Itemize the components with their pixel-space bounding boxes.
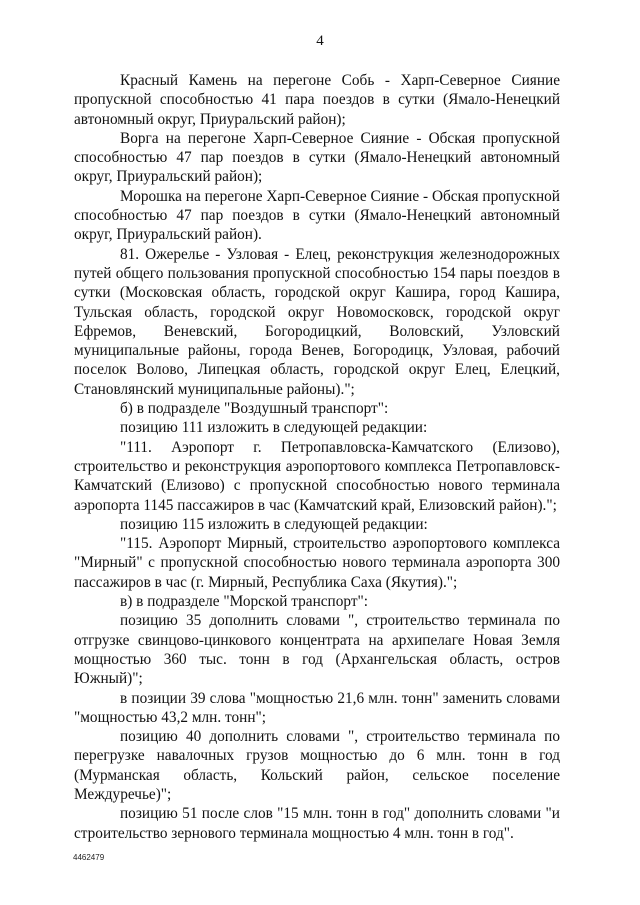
paragraph: позицию 40 дополнить словами ", строительство терминала по перегрузке навалочных грузов мощностью до 6 млн. тонн в год (Мурманская область, Кольский район, сельское поселение Междуречье)"; [74,728,560,803]
paragraph: в) в подразделе "Морской транспорт": [120,593,368,611]
paragraph: позицию 51 после слов "15 млн. тонн в год" дополнить словами "и строительство зернового терминала мощностью 4 млн. тонн в год". [74,805,560,842]
document-id: 4462479 [73,853,105,862]
paragraph: 81. Ожерелье - Узловая - Елец, реконструкция железнодорожных путей общего пользования пропускной способностью 154 пары поездов в сутки (Московская область, городской округ Кашира, город Кашира, Тульская область, городской округ Новомосковск, городской округ Ефремов, Веневский, Богородицкий, Воловский, Узловский муниципальные районы, города Венев, Богородицк, Узловая, рабочий поселок Волово, Липецкая область, городской округ Елец, Елецкий, Становлянский муниципальные районы)."; [74,245,560,398]
paragraph: "115. Аэропорт Мирный, строительство аэропортового комплекса "Мирный" с пропускной способностью нового терминала аэропорта 300 пассажиров в час (г. Мирный, Республика Саха (Якутия)."; [74,535,560,591]
paragraph: позицию 35 дополнить словами ", строительство терминала по отгрузке свинцово-цинкового концентрата на архипелаге Новая Земля мощностью 360 тыс. тонн в год (Архангельская область, остров Южный)"; [74,612,560,688]
document-body [74,71,560,843]
paragraph: позицию 115 изложить в следующей редакции: [120,515,428,533]
paragraph: "111. Аэропорт г. Петропавловска-Камчатского (Елизово), строительство и реконструкция аэропортового комплекса Петропавловск-Камчатский (Елизово) с пропускной способностью нового терминала аэропорта 1145 пассажиров в час (Камчатский край, Елизовский район)."; [74,438,560,514]
paragraph: Красный Камень на перегоне Собь - Харп-Северное Сияние пропускной способностью 41 пара поездов в сутки (Ямало-Ненецкий автономный округ, Приуральский район); [74,72,560,128]
paragraph: Ворга на перегоне Харп-Северное Сияние - Обская пропускной способностью 47 пар поездов в сутки (Ямало-Ненецкий автономный округ, Приуральский район); [74,129,560,186]
paragraph: Морошка на перегоне Харп-Северное Сияние - Обская пропускной способностью 47 пар поездов в сутки (Ямало-Ненецкий автономный округ, Приуральский район). [74,187,560,244]
page-number: 4 [316,33,324,49]
paragraph: б) в подразделе "Воздушный транспорт": [120,400,389,418]
paragraph: позицию 111 изложить в следующей редакции: [120,419,428,437]
paragraph: в позиции 39 слова "мощностью 21,6 млн. тонн" заменить словами "мощностью 43,2 млн. тонн"; [74,689,560,726]
